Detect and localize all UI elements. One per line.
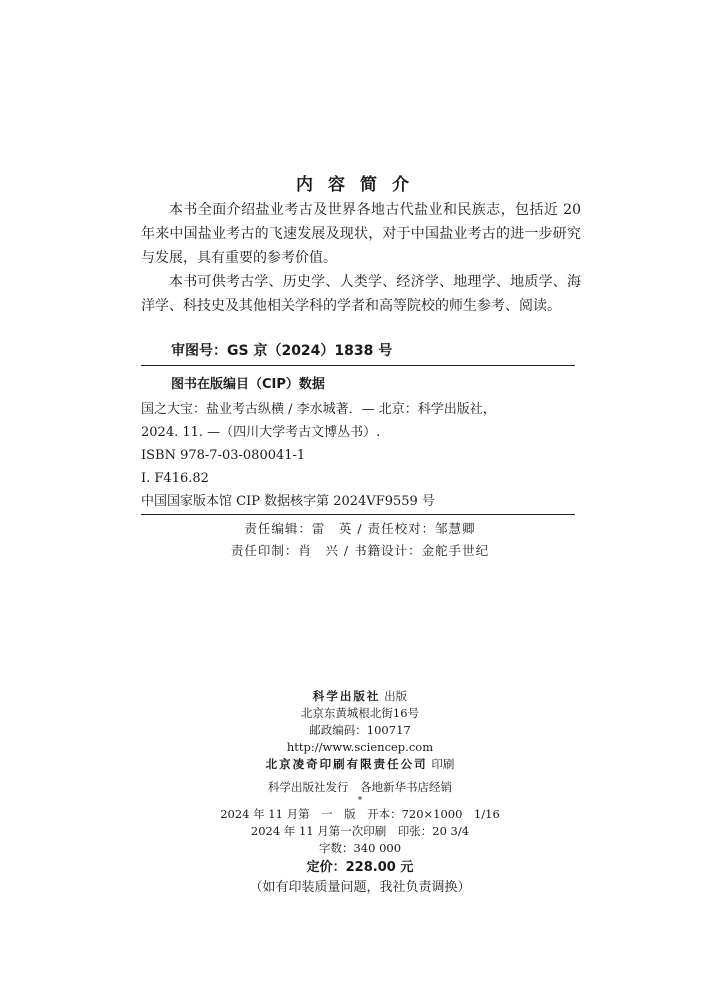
cip-line: ISBN 978-7-03-080041-1 <box>141 448 306 463</box>
staff-line-editors: 责任编辑：雷 英 / 责任校对：邹慧卿 <box>244 521 476 536</box>
divider-top <box>141 365 575 366</box>
cip-line: 中国国家版本馆 CIP 数据核字第 2024VF9559 号 <box>141 494 435 509</box>
cip-line: Ⅰ. F416.82 <box>141 471 209 486</box>
publisher-address: 北京东黄城根北街16号 <box>300 706 420 720</box>
imprint-block <box>0 688 720 897</box>
printer-line <box>0 756 720 773</box>
introduction-title: 内容简介 <box>296 175 424 195</box>
distribution-line: 科学出版社发行 各地新华书店经销 <box>268 780 452 794</box>
introduction-paragraph: 本书可供考古学、历史学、人类学、经济学、地理学、地质学、海洋学、科技史及其他相关学科的学者和高等院校的师生参考、阅读。 <box>141 274 581 314</box>
cip-line: 2024. 11. —（四川大学考古文博丛书）. <box>141 425 381 440</box>
printer-name: 北京凌奇印刷有限责任公司 <box>265 757 428 771</box>
introduction-paragraph: 本书全面介绍盐业考古及世界各地古代盐业和民族志，包括近 20 年来中国盐业考古的飞速发展及现状，对于中国盐业考古的进一步研究与发展，具有重要的参考价值。 <box>141 202 581 266</box>
publisher-name: 科学出版社 <box>312 689 381 703</box>
cip-line: 国之大宝：盐业考古纵横 / 李水城著．— 北京：科学出版社， <box>141 402 496 417</box>
postal-code: 邮政编码：100717 <box>309 723 411 737</box>
publisher-line <box>0 688 720 705</box>
quality-notice: （如有印装质量问题，我社负责调换） <box>249 880 471 895</box>
staff-credits <box>0 518 720 562</box>
cip-record <box>141 398 581 513</box>
staff-line-production: 责任印制：肖 兴 / 书籍设计：金舵手世纪 <box>230 543 490 558</box>
cip-heading: 图书在版编目（CIP）数据 <box>171 377 325 392</box>
publisher-suffix: 出版 <box>380 689 408 703</box>
word-count: 字数：340 000 <box>318 841 402 855</box>
printer-suffix: 印刷 <box>427 757 455 771</box>
map-review-number: 审图号：GS 京（2024）1838 号 <box>171 343 393 359</box>
publisher-url: http://www.sciencep.com <box>286 740 434 754</box>
edition-line: 2024 年 11 月第 一 版 开本：720×1000 1/16 <box>220 807 500 821</box>
introduction-body <box>141 198 581 318</box>
separator-mark: * <box>357 796 363 806</box>
price: 定价：228.00 元 <box>306 860 414 875</box>
divider-bottom <box>141 514 575 515</box>
printing-line: 2024 年 11 月第一次印刷 印张：20 3/4 <box>250 824 470 838</box>
